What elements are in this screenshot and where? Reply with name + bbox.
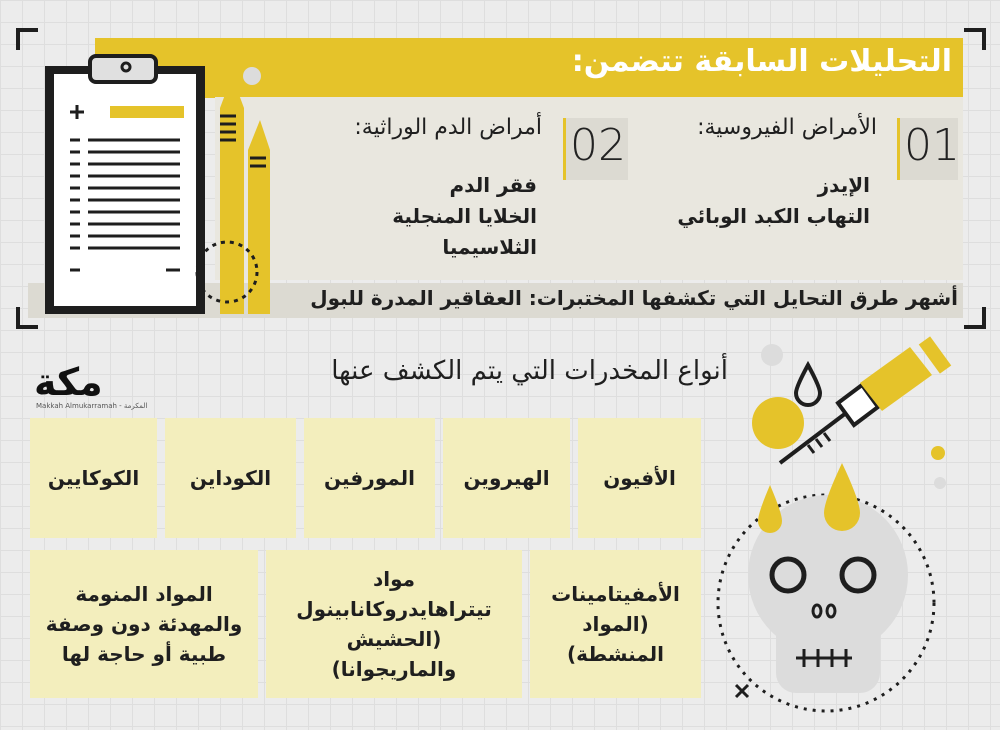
dropper-icon: [780, 336, 951, 463]
skull-dropper-illustration: [710, 335, 995, 725]
drug-label-line: (المواد: [582, 612, 649, 636]
drug-label-line: المواد المنومة: [75, 582, 213, 606]
drop-icon: [824, 463, 860, 531]
section1-item: التهاب الكبد الوبائي: [677, 204, 870, 228]
section1-item: الإيدز: [817, 173, 870, 197]
drug-label-line: المنشطة): [566, 642, 665, 666]
section1-heading: الأمراض الفيروسية:: [697, 115, 877, 140]
drug-box-heroin: [443, 418, 570, 538]
drug-label-line: الأمفيتامينات: [551, 582, 680, 606]
drug-box-amphetamines: [530, 550, 701, 698]
corner-bottom-right: [964, 307, 986, 329]
drug-label-line: طبية أو حاجة لها: [61, 642, 227, 666]
logo-tagline: Makkah Almukarramah - المكرمة: [36, 402, 148, 410]
drugs-title: أنواع المخدرات التي يتم الكشف عنها: [331, 356, 728, 386]
drug-label: الكوداين: [189, 466, 272, 490]
section2-item: الثلاسيميا: [442, 235, 537, 259]
drop-icon: [796, 365, 820, 405]
section2-item: الخلايا المنجلية: [392, 204, 537, 228]
drug-label-line: (الحشيش: [346, 627, 442, 651]
drug-box-codeine: [165, 418, 296, 538]
section2-items: [392, 170, 537, 263]
drug-label-line: مواد: [372, 567, 416, 591]
urine-methods-text: أشهر طرق التحايل التي تكشفها المختبرات: العقاقير المدرة للبول: [310, 286, 958, 310]
corner-top-right: [964, 28, 986, 50]
drug-label-line: والمهدئة دون وصفة: [45, 612, 243, 636]
drug-label: الهيروين: [463, 466, 550, 490]
section2-heading: أمراض الدم الوراثية:: [354, 115, 542, 140]
drug-box-sedatives: [30, 550, 258, 698]
section2-item: فقر الدم: [449, 173, 537, 197]
section1-number: 01: [904, 120, 960, 171]
drug-label: المورفين: [323, 466, 416, 490]
drop-icon: [758, 485, 782, 533]
drug-label-line: تيتراهايدروكانابينول: [296, 597, 492, 621]
corner-top-left: [16, 28, 38, 50]
section2-number: 02: [570, 120, 626, 171]
drug-label-line: والماريجوانا): [331, 657, 457, 681]
drug-box-thc: [266, 550, 522, 698]
drug-label: الكوكايين: [47, 466, 140, 490]
drug-box-cocaine: [30, 418, 157, 538]
drug-box-morphine: [304, 418, 435, 538]
drug-box-opium: [578, 418, 701, 538]
page-title: التحليلات السابقة تتضمن:: [571, 44, 952, 79]
clipboard-icon: [40, 48, 270, 316]
drug-label: الأفيون: [603, 466, 676, 490]
section1-items: [677, 170, 870, 232]
logo: مكة: [34, 360, 103, 404]
